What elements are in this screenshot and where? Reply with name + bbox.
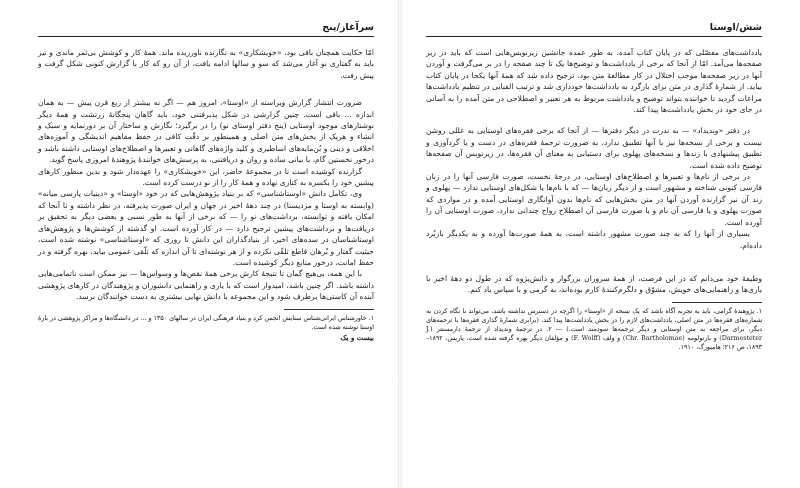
- left-page-number: بیست و یک: [340, 332, 374, 342]
- right-running-head: [426, 22, 762, 37]
- left-footnote-rule: [284, 309, 374, 310]
- left-header-title: سرآغاز/پنج: [322, 22, 374, 33]
- left-running-head: [38, 22, 374, 37]
- right-page: [400, 0, 800, 488]
- right-header-title: شش/اوستا: [709, 22, 762, 33]
- right-paragraph-3: در برخی از نام‌ها و تعبیرها و اصطلاح‌های اوستایی، در درجهٔ نخست، صورت فارسی آنها را در زبان فارسی کنونی شناخته و مشهور است و از دیگر زبان‌ها — که با نام‌ها یا شکل‌های اوستایی ندارد — پهلوی و زند آن نیز گزارنده آوردن آنها در متن بخش‌هایی که نام‌ها بدون آوانگاری اوستایی آمده و در مواردی که صورت پهلوی و یا فارسی آن نام و یا صورت فارسی آن اصطلاح رواج چندانی ندارد، صورت اوستایی آن را آورده است.: [426, 172, 762, 227]
- right-paragraph-2: در دفتر «وندیداد» — به ندرت در دیگر دفترها — از آنجا که برخی فقره‌های اوستایی به عللی روشن نیست و برخی از نسخه‌ها نیز با آنها تطبیق ندارد، به ضرورت ترجمهٔ فقره‌های در دست و یا گردآوری و تطبیق پیشنهادی با زندها و نسخه‌های پهلوی برای دستیابی به معنای آن فقره‌ها، در زیرنویس آن صفحه‌ها توضیح داده شده است.: [426, 126, 762, 170]
- left-paragraph-1: امّا حکایت همچنان باقی بود، «خویشکاری» به نگارنده ناورزیده ماند. همهٔ کار و کوشش بی‌ثمر ماندی و نیز باید به گفتاری نو آغاز می‌شد که سو و سالها ادامه یافت، از آن رو که کار با گزارش کنونی شکل گرفت و پیش رفت.: [38, 48, 374, 80]
- right-footnote-rule: [672, 302, 762, 303]
- right-footnote-text: ۱. پژوهندهٔ گرامی، باید به تجربه آگاه باشد که یک نسخه از «اوستا» را اگرچه در دسترس نداشته باشد، می‌تواند با نگاه کردن به شماره‌های فقره‌ها در متن اصلی، یادداشت‌های لازم را در بخش یادداشت‌ها پیدا کند. (برابری شمارهٔ گذاری فقره‌ها با ترجمه‌های دیگر، برای مراجعه به متن اوستایی و دیگر ترجمه‌ها سودمند است.) — ۲. در ترجمهٔ وندیداد از ترجمهٔ دارمستتر (J. Darmesteter) و بارتولومه (Chr. Bartholomae) و ولف (F. Wolff) و مؤلفان دیگر بهره گرفته شده است. پاریس، ۱۸۹۲–۱۸۹۳، ص ۲۱۶؛ هامبورگ، ۱۹۱۰.: [426, 307, 762, 351]
- left-footnote-text: ۱. خاورشناس ایرانی‌شناس ستایش انجمن کرد و بنیاد فرهنگی ایران در سالهای ۱۳۵۰ و ... در دانشگاه‌ها و مراکز پژوهشی در بارهٔ اوستا نوشته شده است.: [38, 314, 374, 331]
- left-paragraph-5: با این همه، بی‌هیچ گمان تا نتیجهٔ کارش برخی همهٔ نقص‌ها و وسواس‌ها — نیز ممکن است ناتمامی‌هایی داشته باشد. اگر چنین باشد، امیدوار است که با یاری و راهنمایی دانشوران و پژوهندگان در کارهای پژوهشی آینده آن کاستی‌ها برطرف شود و این مجموعه با دانش نهایی بیشتری به دست خوانندگان برسد.: [38, 269, 374, 302]
- left-paragraph-2: ضرورت انتشار گزارش ویراسته از «اوستا»، امروز هم — اگر نه بیشتر از ربع قرن پیش — به همان اندازه ... باقی است. چنین گزارشی در شکل پذیرفتنی خود، باید گاهان پنجگانهٔ زرتشت و همهٔ دیگر نوشتارهای موجود اوستایی (پنج دفتر اوستای نو) را در برگیرد؛ نگارش و ساختار آن بر دورنمایه و سبک و انشاء و هریک از بخش‌های متن اصلی و همینطور بر دقّت کافی در حفظ مفاهیم اندیشگی و آموزه‌های اخلاقی و دینی و بُن‌مایه‌های اساطیری و کلید واژه‌های گاهانی و تعبیرها و اصطلاح‌های اوستایی داشته باشد و درخور نخستین گام، با بیانی ساده و روان و دریافتنی، به پرسش‌های خوانندهٔ پژوهندهٔ امروزی پاسخ گوید.: [38, 98, 374, 165]
- left-paragraph-4: وی، تکامل دانش «اوستاشناسی» که بر بنیاد پژوهش‌هایی که در خود «اوستا» و «دینیات پارسی میانه» (وابسته به اوستا و مزدیسنا) در چند دههٔ اخیر در جهان و ایران صورت پذیرفته، در نظر داشته و تا آنجا که امکان یافته و توانسته، برداشت‌های نو را — که برخی از آنها به طور نسبی و بعضی دیگر به تحقیق بر دریافت‌ها و برداشت‌های پیشین ترجیح دارد — در کار آورده است. او گذشته از کوشش‌ها و پژوهش‌های اوستاشناسان در سده‌های اخیر، از بنیادگذاران این دانش تا روزی که «اوستاشناسی» نوشته شده است، حیثیت گفتار و بُرهان قاطع تلقّی نکرده و از هر نوشته‌ای تا آن اندازه که تلّقی عمومی بیاید، بهره گرفته و در حفظ امانت، درخور منابع دیگر کوشیده است.: [38, 189, 374, 267]
- right-paragraph-1: یادداشت‌های مفصّلی که در پایان کتاب آمده، به طور عمده جانشین زیرنویس‌هایی است که باید در زیر صفحه‌ها می‌آمد. امّا از آنجا که برخی از یادداشت‌ها و توضیح‌ها یک تا چند صفحه را در بر می‌گرفت و آوردن آنها در زیر صفحه‌ها موجب اختلال در کار مطالعهٔ متن بود، ترجیح داده شد که همهٔ آنها یکجا در پایان کتاب بیاید. از شمارهٔ گذاری در متن برای بازگرد به یادداشت‌ها خودداری شد و ترتیب الفبایی در تنظیم یادداشت‌ها مراعات گردید تا خواننده بتواند توضیح و یادداشت مربوط به هر تعبیر و اصطلاحی در متن آمده را به آسانی در جای خود در بخش یادداشت‌ها پیدا کند.: [426, 48, 762, 115]
- left-footnote: [38, 314, 374, 332]
- right-paragraph-4: بسیاری از آنها را که به چند صورت مشهور داشته است، به همهٔ صورت‌ها آورده و به یکدیگر بازبُرد داده‌ام.: [426, 229, 762, 250]
- right-paragraph-5: وظیفهٔ خود می‌دانم که در این فرصت، از همهٔ سروران بزرگوار و دانش‌پژوه که در طول دو دههٔ اخیر با یاری‌ها و راهنمایی‌های خویش، مشوّق و دلگرم‌کنندهٔ کارم بوده‌اند، به گرمی و با سپاس یاد کنم.: [426, 273, 762, 295]
- left-paragraph-3: گزارنده کوشیده است تا در مجموعهٔ حاضر، این «خویشکاری» را عهده‌دار شود و بدین منظور کارهای پیشین خود را یکسره به کناری نهاده و همهٔ کار را از نو درست کرده است.: [38, 166, 374, 188]
- right-footnote: [426, 307, 762, 352]
